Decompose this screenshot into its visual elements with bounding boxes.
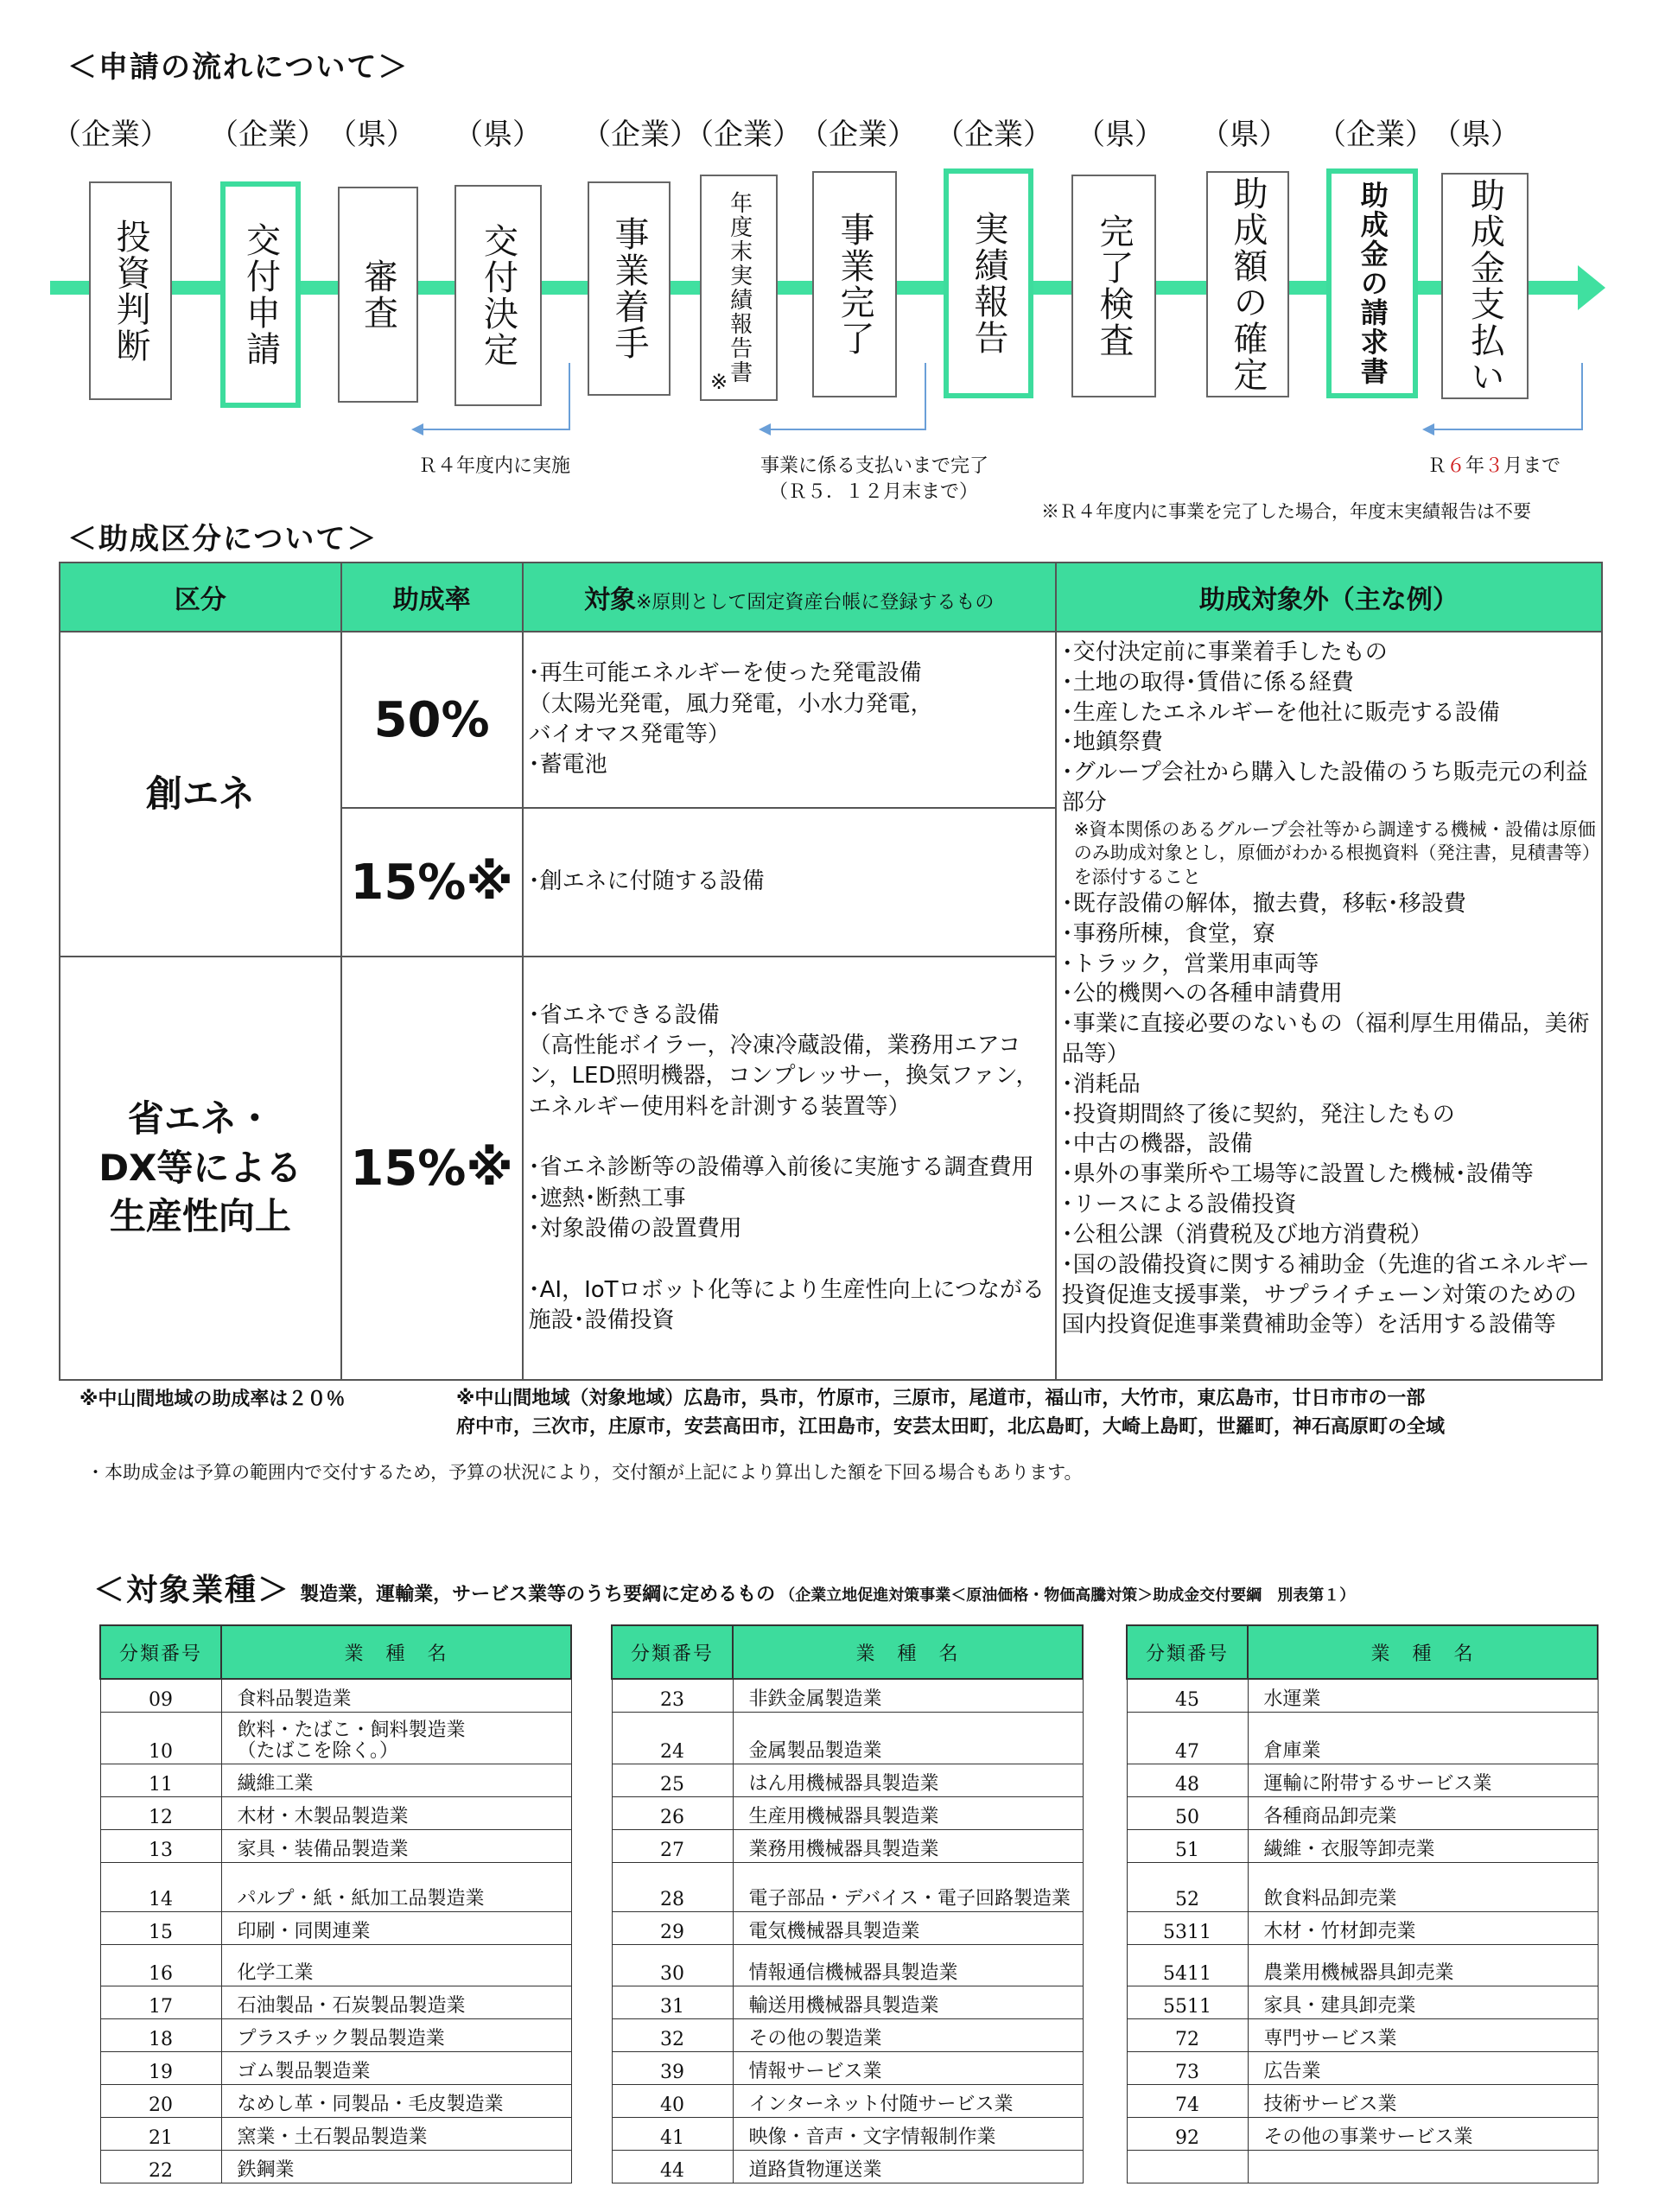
flow-step-label: 事業完了 xyxy=(835,212,874,357)
table-row xyxy=(612,1796,1083,1829)
industry-name: 繊維・衣服等卸売業 xyxy=(1248,1829,1598,1862)
period-bracket-1 xyxy=(423,363,570,430)
table-row xyxy=(1127,1796,1598,1829)
col-name-header: 業 種 名 xyxy=(733,1625,1083,1679)
actor-label: （県） xyxy=(454,118,542,152)
excluded-item: ･トラック，営業用車両等 xyxy=(1061,950,1319,977)
industry-code: 11 xyxy=(100,1764,221,1796)
table-row xyxy=(1127,1911,1598,1944)
table-row xyxy=(100,1764,571,1796)
actor-label: （県） xyxy=(1432,118,1520,152)
industry-name: 水運業 xyxy=(1248,1679,1598,1712)
industry-name: 飲食料品卸売業 xyxy=(1248,1862,1598,1911)
industry-code: 29 xyxy=(612,1911,733,1944)
left-arrow-icon xyxy=(1422,423,1434,435)
rate-cell: 50% xyxy=(341,632,523,808)
excluded-item: ･消耗品 xyxy=(1061,1071,1141,1097)
industry-name: なめし革・同製品・毛皮製造業 xyxy=(221,2084,571,2117)
category-line: 省エネ・ xyxy=(127,1096,273,1140)
industry-code: 23 xyxy=(612,1679,733,1712)
industry-name: 木材・竹材卸売業 xyxy=(1248,1911,1598,1944)
rate-cell: 15%※ xyxy=(341,957,523,1380)
excluded-item: ･県外の事業所や工場等に設置した機械･設備等 xyxy=(1061,1161,1534,1188)
excluded-cell xyxy=(1056,632,1602,1380)
industry-name: 技術サービス業 xyxy=(1248,2084,1598,2117)
mountain-area-list-note: ※中山間地域（対象地域）広島市，呉市，竹原市，三原市，尾道市，福山市，大竹市，東広島市，廿日市市の一部 府中市，三次市，庄原市，安芸高田市，江田島市，安芸太田町，北広島町，大崎上島町，世羅町，神石高原町の全域 xyxy=(456,1388,1446,1438)
industry-table xyxy=(99,1624,572,2183)
industry-name: 家具・装備品製造業 xyxy=(221,1829,571,1862)
industry-subtitle: 製造業，運輸業，サービス業等のうち要綱に定めるもの xyxy=(300,1584,776,1605)
flow-step-label: 審査 xyxy=(358,258,398,331)
flow-step-box xyxy=(89,181,172,400)
industry-name: 情報通信機械器具製造業 xyxy=(733,1944,1083,1986)
industry-code: 5411 xyxy=(1127,1944,1248,1986)
industry-code xyxy=(1127,2150,1248,2183)
category-line: DX等による xyxy=(99,1146,302,1189)
table-row xyxy=(1127,1862,1598,1911)
table-row xyxy=(1127,2084,1598,2117)
industry-code: 41 xyxy=(612,2117,733,2150)
table-row xyxy=(100,1679,571,1712)
industry-code: 22 xyxy=(100,2150,221,2183)
actor-label: （企業） xyxy=(799,118,917,152)
industry-name: はん用機械器具製造業 xyxy=(733,1764,1083,1796)
industry-name: 広告業 xyxy=(1248,2051,1598,2084)
actor-label: （企業） xyxy=(209,118,327,152)
industry-code: 45 xyxy=(1127,1679,1248,1712)
period-note-r4: Ｒ４年度内に実施 xyxy=(418,455,571,477)
table-row xyxy=(100,2051,571,2084)
header-excluded: 助成対象外（主な例） xyxy=(1056,563,1602,632)
table-row xyxy=(60,632,1602,808)
col-name-header: 業 種 名 xyxy=(221,1625,571,1679)
category-sou-ene: 創エネ xyxy=(60,632,341,957)
industry-header-row xyxy=(612,1625,1083,1679)
flow-step-label: 投資判断 xyxy=(111,218,150,364)
table-row xyxy=(1127,1829,1598,1862)
flow-step-box xyxy=(700,175,778,401)
industry-subtitle-ref: （企業立地促進対策事業＜原油価格・物価高騰対策＞助成金交付要綱 別表第１） xyxy=(779,1586,1356,1605)
header-rate: 助成率 xyxy=(341,563,523,632)
flow-section-title: ＜申請の流れについて＞ xyxy=(67,50,410,85)
industry-name: 石油製品・石炭製品製造業 xyxy=(221,1986,571,2018)
flow-step-box xyxy=(220,181,301,408)
excluded-item: ･国の設備投資に関する補助金（先進的省エネルギー投資促進支援事業，サプライチェーン対策のための国内投資促進事業費補助金等）を活用する設備等 xyxy=(1061,1251,1590,1338)
note-text: 月まで xyxy=(1503,455,1561,477)
header-target-note: ※原則として固定資産台帳に登録するもの xyxy=(635,592,995,613)
industry-code: 17 xyxy=(100,1986,221,2018)
table-row xyxy=(100,2150,571,2183)
industry-name: 倉庫業 xyxy=(1248,1712,1598,1764)
industry-code: 40 xyxy=(612,2084,733,2117)
table-row xyxy=(612,1986,1083,2018)
industry-name: 情報サービス業 xyxy=(733,2051,1083,2084)
flow-step-label: 交付申請 xyxy=(240,222,281,367)
flow-step-label: 交付決定 xyxy=(478,223,518,368)
industry-name: その他の事業サービス業 xyxy=(1248,2117,1598,2150)
industry-code: 48 xyxy=(1127,1764,1248,1796)
industry-name: 生産用機械器具製造業 xyxy=(733,1796,1083,1829)
target-cell: ･創エネに付随する設備 xyxy=(523,808,1056,957)
excluded-item: ･地鎮祭費 xyxy=(1061,729,1163,756)
actor-label: （企業） xyxy=(1317,118,1434,152)
industry-code: 21 xyxy=(100,2117,221,2150)
category-line: 生産性向上 xyxy=(109,1195,291,1238)
header-target xyxy=(523,563,1056,632)
table-row xyxy=(1127,1764,1598,1796)
industry-name: 木材・木製品製造業 xyxy=(221,1796,571,1829)
category-sho-ene-dx xyxy=(60,957,341,1380)
industry-name: パルプ・紙・紙加工品製造業 xyxy=(221,1862,571,1911)
table-row xyxy=(100,2018,571,2051)
industry-code: 31 xyxy=(612,1986,733,2018)
rate-cell: 15%※ xyxy=(341,808,523,957)
period-note-r6 xyxy=(1427,451,1560,478)
industry-name: その他の製造業 xyxy=(733,2018,1083,2051)
flow-step-label: 実績報告 xyxy=(969,211,1008,356)
flow-step-label: 事業着手 xyxy=(609,216,649,361)
industry-name: 農業用機械器具卸売業 xyxy=(1248,1944,1598,1986)
actor-label: （企業） xyxy=(52,118,169,152)
period-bracket-3 xyxy=(1434,363,1583,430)
industry-code: 32 xyxy=(612,2018,733,2051)
flow-step-label: 年度末実績報告書 xyxy=(726,191,753,385)
table-row xyxy=(612,1829,1083,1862)
table-row xyxy=(100,1944,571,1986)
industry-name: 映像・音声・文字情報制作業 xyxy=(733,2117,1083,2150)
excluded-list xyxy=(1062,638,1596,1340)
table-row xyxy=(612,1679,1083,1712)
note-number-red: ３ xyxy=(1484,455,1504,477)
industry-code: 25 xyxy=(612,1764,733,1796)
industry-name: 電子部品・デバイス・電子回路製造業 xyxy=(733,1862,1083,1911)
industry-name: 専門サービス業 xyxy=(1248,2018,1598,2051)
industry-table xyxy=(611,1624,1084,2183)
industry-name: 飲料・たばこ・飼料製造業 （たばこを除く。） xyxy=(221,1712,571,1764)
industry-name: ゴム製品製造業 xyxy=(221,2051,571,2084)
flow-step-label: 助成金の請求書 xyxy=(1356,181,1389,386)
table-row xyxy=(612,1944,1083,1986)
actor-label: （県） xyxy=(327,118,416,152)
flow-step-box xyxy=(338,187,418,403)
actor-label: （企業） xyxy=(582,118,699,152)
table-row xyxy=(612,2051,1083,2084)
excluded-item: ･交付決定前に事業着手したもの xyxy=(1061,639,1388,665)
industry-name: 家具・建具卸売業 xyxy=(1248,1986,1598,2018)
subsidy-header-row xyxy=(60,563,1602,632)
budget-note: ・本助成金は予算の範囲内で交付するため，予算の状況により，交付額が上記により算出した額を下回る場合もあります。 xyxy=(86,1462,1083,1483)
industry-name: 電気機械器具製造業 xyxy=(733,1911,1083,1944)
industry-header-row xyxy=(100,1625,571,1679)
flow-step-box xyxy=(1071,175,1156,397)
industry-name: 道路貨物運送業 xyxy=(733,2150,1083,2183)
actor-label: （県） xyxy=(1200,118,1288,152)
table-row xyxy=(100,1712,571,1764)
industry-code: 73 xyxy=(1127,2051,1248,2084)
industry-name: 食料品製造業 xyxy=(221,1679,571,1712)
industry-name: 非鉄金属製造業 xyxy=(733,1679,1083,1712)
subsidy-section-title: ＜助成区分について＞ xyxy=(67,522,378,556)
excluded-item: ※資本関係のあるグループ会社等から調達する機械・設備は原価のみ助成対象とし，原価がわかる根拠資料（発注書，見積書等）を添付すること xyxy=(1073,818,1596,887)
actor-label: （企業） xyxy=(935,118,1052,152)
table-row xyxy=(1127,1679,1598,1712)
industry-heading xyxy=(93,1566,1355,1610)
flow-step-mark: ※ xyxy=(710,370,728,394)
table-row xyxy=(1127,2150,1598,2183)
flow-step-box xyxy=(1206,171,1289,397)
industry-code: 12 xyxy=(100,1796,221,1829)
excluded-item: ･投資期間終了後に契約，発注したもの xyxy=(1061,1101,1455,1128)
industry-code: 52 xyxy=(1127,1862,1248,1911)
header-target-label: 対象 xyxy=(583,585,636,615)
excluded-item: ･生産したエネルギーを他社に販売する設備 xyxy=(1061,699,1500,726)
header-category: 区分 xyxy=(60,563,341,632)
industry-code: 50 xyxy=(1127,1796,1248,1829)
actor-label: （企業） xyxy=(684,118,802,152)
flow-step-label: 助成額の確定 xyxy=(1228,175,1268,393)
table-row xyxy=(612,2117,1083,2150)
table-row xyxy=(100,1796,571,1829)
flow-arrowhead-icon xyxy=(1578,265,1605,310)
table-row xyxy=(1127,2051,1598,2084)
table-row xyxy=(100,1829,571,1862)
industry-code: 13 xyxy=(100,1829,221,1862)
industry-code: 10 xyxy=(100,1712,221,1764)
excluded-item: ･中古の機器，設備 xyxy=(1061,1131,1253,1158)
industry-code: 15 xyxy=(100,1911,221,1944)
col-name-header: 業 種 名 xyxy=(1248,1625,1598,1679)
industry-code: 09 xyxy=(100,1679,221,1712)
industry-name: 各種商品卸売業 xyxy=(1248,1796,1598,1829)
left-arrow-icon xyxy=(411,423,423,435)
industry-section-title: ＜対象業種＞ xyxy=(93,1573,291,1608)
industry-name: 繊維工業 xyxy=(221,1764,571,1796)
industry-code: 72 xyxy=(1127,2018,1248,2051)
industry-name: 金属製品製造業 xyxy=(733,1712,1083,1764)
col-code-header: 分類番号 xyxy=(612,1625,733,1679)
target-cell: ･省エネできる設備 （高性能ボイラー，冷凍冷蔵設備，業務用エアコン，LED照明機器，コンプレッサー，換気ファン，エネルギー使用料を計測する装置等） ･省エネ診断等の設備導入前後に実施する調査費用 ･遮熱･断熱工事 ･対象設備の設置費用 ･AI，IoTロボット化等により生産性向上につながる施設･設備投資 xyxy=(523,957,1056,1380)
industry-code: 20 xyxy=(100,2084,221,2117)
industry-code: 18 xyxy=(100,2018,221,2051)
industry-code: 39 xyxy=(612,2051,733,2084)
left-arrow-icon xyxy=(759,423,771,435)
industry-code: 24 xyxy=(612,1712,733,1764)
excluded-item: ･リースによる設備投資 xyxy=(1061,1192,1297,1218)
industry-code: 16 xyxy=(100,1944,221,1986)
industry-code: 19 xyxy=(100,2051,221,2084)
flow-footnote: ※Ｒ４年度内に事業を完了した場合，年度末実績報告は不要 xyxy=(1041,501,1531,522)
table-row xyxy=(100,1986,571,2018)
subsidy-table xyxy=(59,562,1603,1381)
industry-code: 47 xyxy=(1127,1712,1248,1764)
mountain-area-rate-note: ※中山間地域の助成率は２０％ xyxy=(79,1389,346,1410)
excluded-item: ･公的機関への各種申請費用 xyxy=(1061,981,1343,1007)
actor-label: （県） xyxy=(1076,118,1164,152)
table-row xyxy=(612,1764,1083,1796)
flow-step-label: 助成金支払い xyxy=(1465,177,1505,395)
industry-code: 26 xyxy=(612,1796,733,1829)
table-row xyxy=(1127,2018,1598,2051)
target-cell: ･再生可能エネルギーを使った発電設備 （太陽光発電，風力発電，小水力発電， バイオマス発電等） ･蓄電池 xyxy=(523,632,1056,808)
flow-step-box xyxy=(588,181,671,396)
industry-name: インターネット付随サービス業 xyxy=(733,2084,1083,2117)
industry-code: 30 xyxy=(612,1944,733,1986)
industry-code: 27 xyxy=(612,1829,733,1862)
industry-code: 5311 xyxy=(1127,1911,1248,1944)
period-bracket-2 xyxy=(771,363,926,430)
table-row xyxy=(612,2150,1083,2183)
flow-step-box xyxy=(944,168,1033,398)
excluded-item: ･グループ会社から購入した設備のうち販売元の利益部分 xyxy=(1061,760,1588,817)
period-note-payment: 事業に係る支払いまで完了 xyxy=(760,455,989,477)
col-code-header: 分類番号 xyxy=(100,1625,221,1679)
table-row xyxy=(1127,1986,1598,2018)
table-row xyxy=(100,2084,571,2117)
excluded-item: ･事業に直接必要のないもの（福利厚生用備品，美術品等） xyxy=(1061,1011,1590,1067)
industry-name: 輸送用機械器具製造業 xyxy=(733,1986,1083,2018)
col-code-header: 分類番号 xyxy=(1127,1625,1248,1679)
industry-name: 運輸に附帯するサービス業 xyxy=(1248,1764,1598,1796)
note-text: Ｒ xyxy=(1427,455,1447,477)
period-note-deadline: （Ｒ５．１２月末まで） xyxy=(769,481,979,503)
excluded-item: ･既存設備の解体，撤去費，移転･移設費 xyxy=(1061,890,1466,917)
industry-name: 化学工業 xyxy=(221,1944,571,1986)
table-row xyxy=(100,2117,571,2150)
industry-code: 51 xyxy=(1127,1829,1248,1862)
table-row xyxy=(1127,2117,1598,2150)
excluded-item: ･事務所棟，食堂，寮 xyxy=(1061,920,1275,947)
industry-code: 14 xyxy=(100,1862,221,1911)
industry-table xyxy=(1126,1624,1599,2183)
table-row xyxy=(100,1911,571,1944)
industry-name xyxy=(1248,2150,1598,2183)
industry-name: 業務用機械器具製造業 xyxy=(733,1829,1083,1862)
table-row xyxy=(1127,1944,1598,1986)
industry-name: 窯業・土石製品製造業 xyxy=(221,2117,571,2150)
flow-step-box xyxy=(1326,168,1418,398)
industry-code: 92 xyxy=(1127,2117,1248,2150)
table-row xyxy=(612,2084,1083,2117)
table-row xyxy=(612,1862,1083,1911)
industry-code: 28 xyxy=(612,1862,733,1911)
industry-name: プラスチック製品製造業 xyxy=(221,2018,571,2051)
table-row xyxy=(612,1712,1083,1764)
note-text: 年 xyxy=(1465,455,1485,477)
flow-step-label: 完了検査 xyxy=(1094,213,1134,359)
excluded-item: ･土地の取得･賃借に係る経費 xyxy=(1061,669,1354,696)
table-row xyxy=(612,2018,1083,2051)
industry-name: 印刷・同関連業 xyxy=(221,1911,571,1944)
industry-header-row xyxy=(1127,1625,1598,1679)
industry-code: 74 xyxy=(1127,2084,1248,2117)
table-row xyxy=(612,1911,1083,1944)
industry-name: 鉄鋼業 xyxy=(221,2150,571,2183)
excluded-item: ･公租公課（消費税及び地方消費税） xyxy=(1061,1221,1433,1248)
table-row xyxy=(100,1862,571,1911)
table-row xyxy=(1127,1712,1598,1764)
note-number-red: ６ xyxy=(1446,455,1466,477)
industry-code: 44 xyxy=(612,2150,733,2183)
industry-code: 5511 xyxy=(1127,1986,1248,2018)
